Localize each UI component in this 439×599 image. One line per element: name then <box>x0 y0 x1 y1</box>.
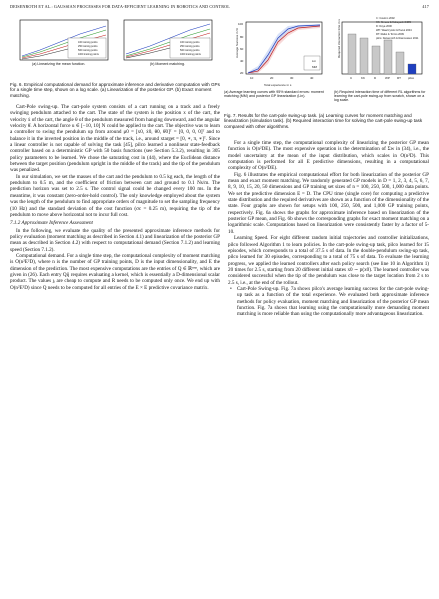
cat-RT: RT <box>397 76 401 80</box>
svg-text:KK: Kimura & Kobayashi 1999: KK: Kimura & Kobayashi 1999 <box>376 21 411 24</box>
fig7-caption: Fig. 7. Results for the cart-pole swing-up task. (a) Learning curves for moment matching and linearization (simulation task). (b) Required interaction time for solving the cart-pole swing-up task compared with other algorithms. <box>224 113 423 129</box>
svg-text:250 training points: 250 training points <box>180 45 200 48</box>
fig7b-subcaption: (b) Required interaction time of different RL algorithms for learning the cart-pole swing-up from scratch, shown on a log scale. <box>334 90 426 102</box>
paragraph-fig6-description: Fig. 6 illustrates the empirical computational effort for both linearization of the posterior GP mean and exact moment matching. We randomly generated GP models in D = 1, 2, 3, 4, 5, 6, 7, 8, 9, 10, 15, 20, 50 dimensions and GP training set sizes of n = 100, 250, 500, 1,000 data points. We set the predictive dimension E = D. The CPU time (single core) for computing a predictive state distribution and the required derivatives are shown as a function of the dimensionality of the state. Four graphs are shown for setups with 100, 250, 500, and 1,000 GP training points, respectively. Fig. 6a shows the graphs for approximate inference based on linearization of the posterior GP mean, and Fig. 6b shows the corresponding graphs for exact moment matching on a logarithmic scale. Computations based on linearization were consistently faster by a factor of 5-10. <box>228 171 429 235</box>
left-column <box>10 104 220 291</box>
bar-D <box>372 46 380 74</box>
svg-text:10: 10 <box>250 76 254 80</box>
fig6a-subcaption: (a) Linearizing the mean function. <box>32 62 86 66</box>
svg-text:1000 training points: 1000 training points <box>180 53 201 56</box>
figure-6-plots <box>10 16 220 68</box>
header-title: DEISENROTH ET AL.: GAUSSIAN PROCESSES FOR DATA-EFFICIENT LEARNING IN ROBOTICS AND CONTROL <box>10 4 230 9</box>
paragraph-computational-demand: Computational demand. For a single time step, the computational complexity of moment matching is O(n²E²D), where n is the number of GP training points, D is the input dimensionality, and E the dimension of the prediction. The most expensive computations are the entries of Q ∈ ℝⁿˣⁿ, which are given in (26). Each entry Qij requires evaluating a kernel, which is essentially a D-dimensional scalar product. The values ȷᵢ are cheap to compute and R needs to be computed only once. We end up with O(n²E²D) since Q needs to be computed for all entries of the E × E predictive covariance matrix. <box>10 252 220 291</box>
svg-text:100 training points: 100 training points <box>180 41 200 44</box>
cat-KK: KK <box>361 76 366 80</box>
right-column <box>228 140 429 318</box>
fig7b-ylabel: Required interaction time in s <box>337 19 341 58</box>
bar-KK <box>360 38 368 74</box>
paragraph-cartpole: Cart-Pole swing-up. The cart-pole system consists of a cart running on a track and a freely swinging pendulum attached to the cart. The state of the system is the position x of the cart, the velocity ẋ of the cart, the angle θ of the pendulum measured from hanging downward, and the angular velocity θ̇. A horizontal force u ∈ [−10, 10] N could be applied to the cart. The objective was to learn a controller to swing the pendulum up from around μ0 = [x0, ẋ0, θ0, θ̇0]ᵀ = [0, 0, 0, 0]ᵀ and to balance it in the inverted position in the middle of the track, i.e., around xtarget = [0, ∗, π, ∗]ᵀ. Since a linear controller is not capable of solving the task [45], pilco learned a nonlinear state-feedback controller based on a deterministic GP with 50 basis functions (see Section 5.3.2), resulting in 305 policy parameters to be learned. We chose the saturating cost in (44), where the Euclidean distance between the target position (pendulum upright in the middle of the track) and the tip of the pendulum was penalized. <box>10 104 220 174</box>
figure-6 <box>10 16 220 80</box>
running-header <box>10 4 429 14</box>
svg-text:250 training points: 250 training points <box>78 45 98 48</box>
svg-text:30: 30 <box>290 76 294 80</box>
cat-WP: WP <box>385 76 390 80</box>
svg-text:D: Doya 2000: D: Doya 2000 <box>376 25 392 28</box>
svg-text:40: 40 <box>240 59 244 63</box>
svg-text:1000 training points: 1000 training points <box>78 53 99 56</box>
fig7a-xlabel: Total experience in s <box>264 83 292 87</box>
paragraph-linearization-complexity: For a single time step, the computational complexity of linearizing the posterior GP mean function is O(n²DE). The most expensive operation is the determination of Σw in (34), i.e., the model uncertainty at the mean of the input distribution, which scales in O(n²D). This computation is performed for all E predictive dimensions, resulting in a computational complexity of O(n²DE). <box>228 140 429 172</box>
svg-text:pilco: Deisenroth & Rasmussen: pilco: Deisenroth & Rasmussen 2011 <box>376 37 419 40</box>
bullet-marker: • <box>230 285 232 292</box>
bullet-cartpole <box>228 286 429 318</box>
svg-text:500 training points: 500 training points <box>180 49 200 52</box>
svg-text:60: 60 <box>240 47 244 51</box>
svg-text:500 training points: 500 training points <box>78 49 98 52</box>
paragraph-learning-speed: Learning Speed. For eight different random initial trajectories and controller initializations, pilco followed Algorithm 1 to learn policies. In the cart-pole swing-up task, pilco learned for 15 episodes, which corresponds to a total of 37.5 s of data. In the double-pendulum swing-up task, pilco learned for 30 episodes, corresponding to a total of 75 s of data. To evaluate the learning progress, we applied the learned controllers after each policy search (see line 10 in Algorithm 1) 20 times for 2.5 s, starting from 20 different initial states x0 ∼ p(x0). The learned controller was considered successful when the tip of the pendulum was close to the target location from 2 s to 2.5 s, i.e., at the end of the rollout. <box>228 235 429 286</box>
svg-text:80: 80 <box>240 35 244 39</box>
page-number: 417 <box>422 4 429 9</box>
fig7a-ylabel: Average Success in % <box>235 28 239 58</box>
cat-D: D <box>374 76 377 80</box>
section-heading: 7.1.2 Approximate Inference Assessment <box>10 220 93 227</box>
svg-text:100: 100 <box>238 22 244 26</box>
svg-text:RT: Raiko & Tornio 2009: RT: Raiko & Tornio 2009 <box>376 33 404 36</box>
fig7b-bars <box>348 34 416 74</box>
svg-text:20: 20 <box>270 76 274 80</box>
svg-text:20: 20 <box>240 71 244 75</box>
svg-text:100 training points: 100 training points <box>78 41 98 44</box>
fig7b-legend <box>376 16 419 40</box>
fig6b-subcaption: (b) Moment matching. <box>150 62 185 66</box>
fig7a-legend-mm: MM <box>312 65 317 69</box>
bar-WP <box>384 40 392 74</box>
paragraph-simulation: In our simulation, we set the masses of the cart and the pendulum to 0.5 kg each, the length of the pendulum to 0.5 m, and the coefficient of friction between cart and ground to 0.1 Ns/m. The prediction horizon was set to 2.5 s. The control signal could be changed every 100 ms. In the meantime, it was constant (zero-order-hold control). The only knowledge employed about the system was the length of the pendulum to find appropriate orders of magnitude to set the sampling frequency (10 Hz) and the standard deviation of the cost function (σc = 0.25 m), requiring the tip of the pendulum to move above horizontal not to incur full cost. <box>10 173 220 218</box>
fig7a-legend-lin: Lin <box>312 59 317 63</box>
svg-text:C: Coulom 2002: C: Coulom 2002 <box>376 17 395 20</box>
cat-pilco: pilco <box>408 76 415 80</box>
fig6-caption: Fig. 6. Empirical computational demand for approximate inference and derivative computation with GPs for a single time step, shown on a log scale. (a) Linearization of the posterior GP. (b) Exact moment matching. <box>10 82 220 98</box>
figure-7 <box>224 16 429 112</box>
svg-text:WP: Wawrzynski & Pacut 2004: WP: Wawrzynski & Pacut 2004 <box>376 29 412 32</box>
svg-text:40: 40 <box>310 76 314 80</box>
bar-RT <box>396 52 404 74</box>
bullet-text: Cart-Pole Swing-up. Fig. 7a shows pilco's average learning success for the cart-pole swing-up task as a function of the total experience. We evaluated both approximate inference methods for policy evaluation, moment matching and linearization of the posterior GP mean function. Fig. 7a shows that learning using the computationally more demanding moment matching is more reliable than using the computationally more advantageous linearization. <box>237 285 429 318</box>
bar-pilco <box>408 64 416 74</box>
bar-C <box>348 34 356 74</box>
cat-C: C <box>350 76 353 80</box>
fig7a-subcaption: (a) Average learning curves with 95% standard errors: moment matching (MM) and posterior GP linearization (Lin). <box>224 90 324 98</box>
figure-7-plots <box>224 16 429 90</box>
paragraph-inference: In the following, we evaluate the quality of the presented approximate inference methods for policy evaluation (moment matching as described in Section 4.1) and linearization of the posterior GP mean as described in Section 4.2) with respect to computational demand (Section 7.1.2) and learning speed (Section 7.1.2). <box>10 227 220 253</box>
